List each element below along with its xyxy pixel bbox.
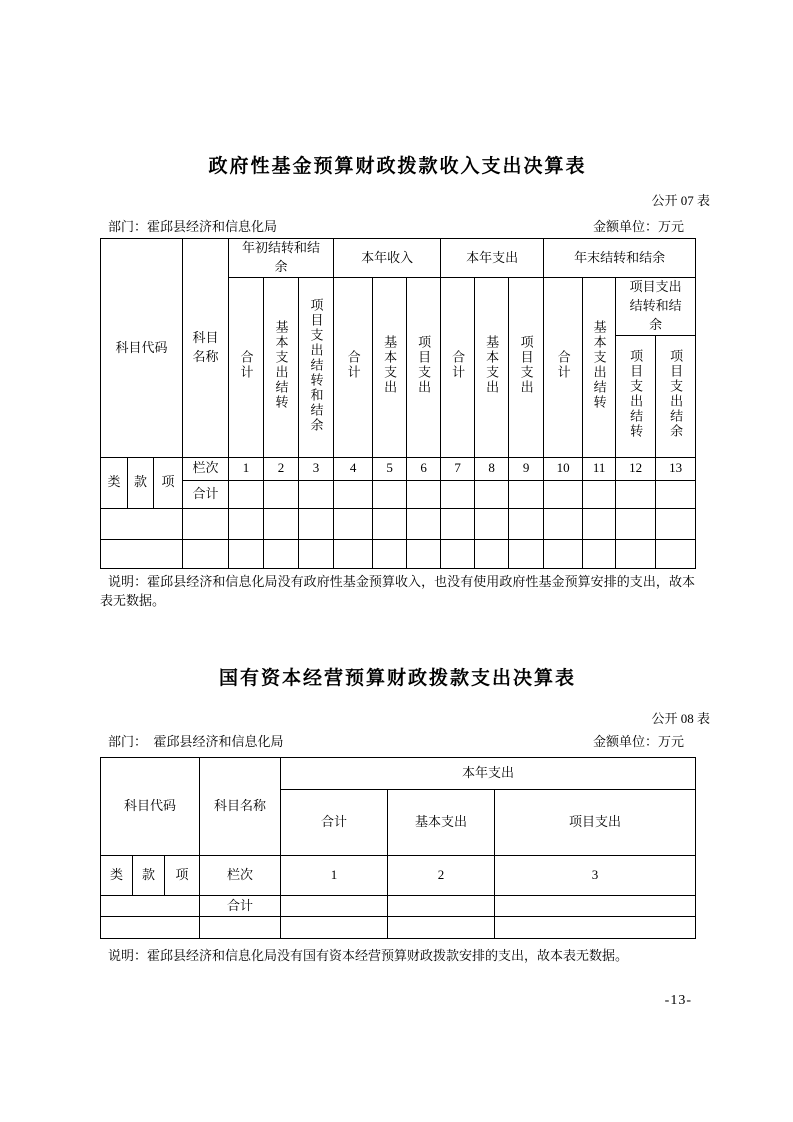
group-begin-text: 年初结转和结余 xyxy=(242,240,321,274)
end-total-text: 合计 xyxy=(555,350,571,381)
empty-data-cell xyxy=(229,508,264,539)
begin-total-text: 合计 xyxy=(238,350,254,381)
begin-basic-carry-text: 基本支出结转 xyxy=(273,320,289,411)
empty-data-cell xyxy=(373,539,407,568)
empty-data-cell xyxy=(441,480,475,508)
empty-data-cell xyxy=(373,480,407,508)
table2-unit-label: 金额单位：万元 xyxy=(592,734,684,749)
empty-data-cell xyxy=(616,539,656,568)
code-class-cell: 类 xyxy=(101,457,128,508)
empty-data-cell xyxy=(583,508,616,539)
empty-data-cell xyxy=(334,539,373,568)
header-group-end-balance: 年末结转和结余 xyxy=(544,239,696,278)
header-income-total xyxy=(334,278,373,458)
empty-data-cell xyxy=(656,508,696,539)
header-subject-code: 科目代码 xyxy=(101,758,200,856)
header-end-total xyxy=(544,278,583,458)
column-number-cell: 3 xyxy=(495,856,696,896)
empty-name-cell xyxy=(183,508,229,539)
table2-meta-row xyxy=(100,731,684,750)
column-number-cell: 2 xyxy=(264,457,299,480)
header-group-begin-balance xyxy=(229,239,334,278)
header-group-expense: 本年支出 xyxy=(281,758,696,790)
code-item-cell: 项 xyxy=(165,856,200,896)
empty-data-cell xyxy=(583,480,616,508)
empty-code-cell xyxy=(101,508,183,539)
code-item-cell: 项 xyxy=(154,457,183,508)
header-expense-total xyxy=(441,278,475,458)
column-number-cell: 1 xyxy=(229,457,264,480)
empty-data-cell xyxy=(509,480,544,508)
empty-data-cell xyxy=(407,539,441,568)
table2-number-label: 公开 08 表 xyxy=(651,711,710,726)
empty-data-cell xyxy=(281,896,388,917)
empty-data-cell xyxy=(229,480,264,508)
empty-data-cell xyxy=(388,896,495,917)
header-group-income: 本年收入 xyxy=(334,239,441,278)
empty-data-cell xyxy=(407,508,441,539)
table1-department-label: 部门：霍邱县经济和信息化局 xyxy=(108,219,278,234)
header-begin-basic-carry xyxy=(264,278,299,458)
income-total-text: 合计 xyxy=(345,350,361,381)
code-section-cell: 款 xyxy=(133,856,165,896)
column-number-cell: 10 xyxy=(544,457,583,480)
row-total-label: 合计 xyxy=(183,480,229,508)
table1-note: 说明：霍邱县经济和信息化局没有政府性基金预算收入，也没有使用政府性基金预算安排的支出，故本表无数据。 xyxy=(100,574,695,608)
header-begin-total xyxy=(229,278,264,458)
header-expense-total: 合计 xyxy=(281,790,388,856)
column-number-cell: 8 xyxy=(475,457,509,480)
begin-proj-carry-bal-text: 项目支出结转和结余 xyxy=(308,297,324,433)
column-number-cell: 13 xyxy=(656,457,696,480)
table2-note: 说明：霍邱县经济和信息化局没有国有资本经营预算财政拨款安排的支出，故本表无数据。 xyxy=(108,948,629,963)
empty-data-cell xyxy=(281,917,388,939)
column-number-cell: 5 xyxy=(373,457,407,480)
page-number: -13- xyxy=(664,993,692,1008)
empty-data-cell xyxy=(656,480,696,508)
row-total-label: 合计 xyxy=(200,896,281,917)
empty-data-cell xyxy=(544,480,583,508)
empty-data-cell xyxy=(616,480,656,508)
column-index-label: 栏次 xyxy=(200,856,281,896)
empty-data-cell xyxy=(299,480,334,508)
end-proj-bal-text: 项目支出结余 xyxy=(668,348,684,439)
empty-data-cell xyxy=(475,539,509,568)
column-number-cell: 4 xyxy=(334,457,373,480)
table1-meta-row xyxy=(100,216,684,235)
empty-data-cell xyxy=(264,480,299,508)
empty-data-cell xyxy=(264,508,299,539)
empty-code-cell xyxy=(101,896,200,917)
table1-title: 政府性基金预算财政拨款收入支出决算表 xyxy=(208,156,587,177)
column-number-cell: 11 xyxy=(583,457,616,480)
code-section-cell: 款 xyxy=(128,457,154,508)
empty-name-cell xyxy=(183,539,229,568)
empty-name-cell xyxy=(200,917,281,939)
table2-title: 国有资本经营预算财政拨款支出决算表 xyxy=(218,668,576,689)
empty-data-cell xyxy=(334,508,373,539)
table1-unit-label: 金额单位：万元 xyxy=(592,219,684,234)
empty-data-cell xyxy=(299,539,334,568)
empty-data-cell xyxy=(264,539,299,568)
empty-data-cell xyxy=(509,539,544,568)
header-income-basic xyxy=(373,278,407,458)
empty-data-cell xyxy=(509,508,544,539)
header-subject-code: 科目代码 xyxy=(101,239,183,458)
empty-data-cell xyxy=(373,508,407,539)
header-end-basic-carry xyxy=(583,278,616,458)
empty-data-cell xyxy=(299,508,334,539)
column-number-cell: 3 xyxy=(299,457,334,480)
column-number-cell: 6 xyxy=(407,457,441,480)
expense-proj-text: 项目支出 xyxy=(518,335,534,396)
empty-data-cell xyxy=(475,480,509,508)
header-end-proj-carry-bal-group xyxy=(616,278,696,336)
table1-number-label: 公开 07 表 xyxy=(651,193,710,208)
end-proj-carry-text: 项目支出结转 xyxy=(628,348,644,439)
empty-data-cell xyxy=(656,539,696,568)
header-expense-proj: 项目支出 xyxy=(495,790,696,856)
column-number-cell: 9 xyxy=(509,457,544,480)
empty-data-cell xyxy=(475,508,509,539)
end-basic-carry-text: 基本支出结转 xyxy=(591,320,607,411)
gov-fund-budget-table xyxy=(100,238,696,569)
empty-data-cell xyxy=(229,539,264,568)
column-number-cell: 1 xyxy=(281,856,388,896)
table2-department-label: 部门： 霍邱县经济和信息化局 xyxy=(108,734,284,749)
empty-data-cell xyxy=(544,539,583,568)
header-end-proj-carry xyxy=(616,335,656,457)
empty-code-cell xyxy=(101,917,200,939)
header-expense-proj xyxy=(509,278,544,458)
code-class-cell: 类 xyxy=(101,856,133,896)
header-begin-proj-carry-bal xyxy=(299,278,334,458)
header-expense-basic: 基本支出 xyxy=(388,790,495,856)
empty-data-cell xyxy=(441,508,475,539)
empty-code-cell xyxy=(101,539,183,568)
end-proj-carry-bal-text: 项目支出结转和结余 xyxy=(629,279,682,332)
column-number-cell: 7 xyxy=(441,457,475,480)
income-basic-text: 基本支出 xyxy=(382,335,398,396)
empty-data-cell xyxy=(407,480,441,508)
empty-data-cell xyxy=(544,508,583,539)
empty-data-cell xyxy=(495,917,696,939)
state-capital-budget-table xyxy=(100,757,696,939)
header-end-proj-bal xyxy=(656,335,696,457)
column-number-cell: 12 xyxy=(616,457,656,480)
expense-total-text: 合计 xyxy=(450,350,466,381)
empty-data-cell xyxy=(495,896,696,917)
header-subject-name: 科目名称 xyxy=(200,758,281,856)
expense-basic-text: 基本支出 xyxy=(484,335,500,396)
subject-name-text: 科目名称 xyxy=(192,329,219,364)
empty-data-cell xyxy=(583,539,616,568)
column-index-label: 栏次 xyxy=(183,457,229,480)
empty-data-cell xyxy=(616,508,656,539)
header-expense-basic xyxy=(475,278,509,458)
empty-data-cell xyxy=(441,539,475,568)
empty-data-cell xyxy=(334,480,373,508)
header-income-proj xyxy=(407,278,441,458)
empty-data-cell xyxy=(388,917,495,939)
header-group-expense: 本年支出 xyxy=(441,239,544,278)
header-subject-name xyxy=(183,239,229,458)
income-proj-text: 项目支出 xyxy=(416,335,432,396)
column-number-cell: 2 xyxy=(388,856,495,896)
